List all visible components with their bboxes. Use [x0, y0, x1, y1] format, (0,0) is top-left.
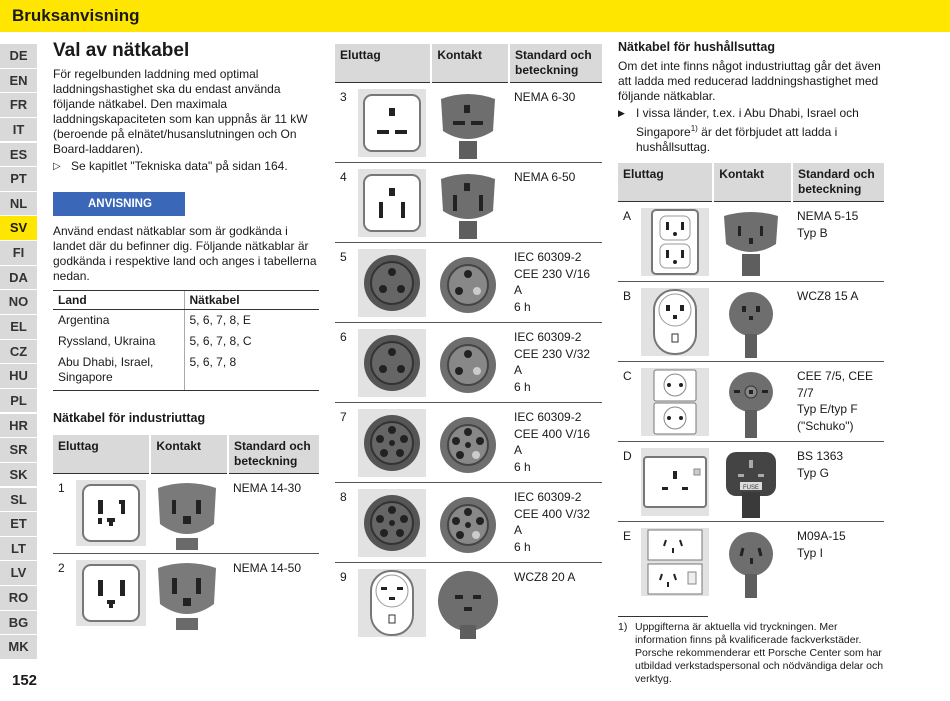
section-title: Val av nätkabel	[53, 40, 190, 61]
standard-cell: WCZ8 20 A	[514, 570, 576, 584]
cell-land: Argentina	[58, 313, 110, 327]
language-tab-fi[interactable]: FI	[0, 241, 37, 265]
language-tab-pt[interactable]: PT	[0, 167, 37, 191]
language-tab-pl[interactable]: PL	[0, 389, 37, 413]
column-header: Land	[53, 291, 184, 310]
table-row	[618, 442, 884, 522]
column-left	[53, 40, 319, 634]
socket-image	[641, 448, 709, 516]
plug-image	[715, 208, 787, 280]
language-tab-no[interactable]: NO	[0, 290, 37, 314]
country-table	[53, 290, 319, 391]
row-number: 7	[340, 410, 347, 424]
language-tab-sk[interactable]: SK	[0, 463, 37, 487]
table-row	[53, 474, 319, 554]
table-row	[335, 243, 602, 323]
cell-land: Ryssland, Ukraina	[58, 334, 156, 348]
row-number: E	[623, 529, 632, 543]
language-tab-bg[interactable]: BG	[0, 611, 37, 635]
plug-image	[715, 528, 787, 600]
language-tab-nl[interactable]: NL	[0, 192, 37, 216]
column-header: Standard och beteckning	[792, 163, 884, 202]
cell-land: Abu Dhabi, Israel, Singapore	[53, 352, 184, 391]
row-number: 2	[58, 561, 65, 575]
standard-cell: IEC 60309-2 CEE 400 V/16 A 6 h	[509, 403, 602, 483]
bullet-text-end: är det förbjudet att ladda i hushållsuttag.	[636, 125, 838, 154]
page-number: 152	[12, 672, 38, 689]
socket-image	[358, 489, 426, 557]
table-row	[335, 83, 602, 163]
plug-image	[432, 409, 504, 481]
language-tab-sv[interactable]: SV	[0, 216, 37, 240]
language-tab-sl[interactable]: SL	[0, 488, 37, 512]
language-tabs	[0, 44, 37, 660]
row-number: D	[623, 449, 632, 463]
table-row	[53, 554, 319, 634]
row-number: 8	[340, 490, 347, 504]
table-row	[618, 522, 884, 602]
page-reference	[53, 159, 319, 174]
standard-cell: NEMA 5-15 Typ B	[792, 202, 884, 282]
socket-image	[358, 89, 426, 157]
standard-cell: IEC 60309-2 CEE 230 V/32 A 6 h	[509, 323, 602, 403]
industrial-table-continued	[335, 44, 602, 643]
row-number: 4	[340, 170, 347, 184]
standard-cell: WCZ8 15 A	[792, 282, 884, 362]
table-row	[335, 483, 602, 563]
nema-14-50-socket-image	[76, 560, 146, 626]
language-tab-hu[interactable]: HU	[0, 364, 37, 388]
row-number: 5	[340, 250, 347, 264]
language-tab-el[interactable]: EL	[0, 315, 37, 339]
column-header: Eluttag	[53, 435, 150, 474]
triangle-bullet-icon: ▶	[618, 108, 625, 118]
reference-text: Se kapitlet "Tekniska data" på sidan 164.	[71, 159, 288, 173]
socket-image	[358, 409, 426, 477]
language-tab-et[interactable]: ET	[0, 512, 37, 536]
standard-cell: M09A-15 Typ I	[797, 529, 846, 560]
language-tab-ro[interactable]: RO	[0, 586, 37, 610]
language-tab-cz[interactable]: CZ	[0, 340, 37, 364]
socket-image	[358, 169, 426, 237]
column-header: Kontakt	[713, 163, 792, 202]
column-header: Eluttag	[618, 163, 713, 202]
column-header: Nätkabel	[184, 291, 319, 310]
table-row	[335, 323, 602, 403]
language-tab-fr[interactable]: FR	[0, 93, 37, 117]
table-row	[53, 352, 319, 391]
language-tab-da[interactable]: DA	[0, 266, 37, 290]
plug-image	[715, 368, 787, 440]
language-tab-hr[interactable]: HR	[0, 414, 37, 438]
standard-cell: IEC 60309-2 CEE 400 V/32 A 6 h	[509, 483, 602, 563]
table-row	[335, 563, 602, 643]
socket-image	[641, 528, 709, 596]
industrial-heading: Nätkabel för industriuttag	[53, 411, 206, 425]
row-number: A	[623, 209, 632, 223]
footnote-mark: 1)	[618, 620, 628, 633]
standard-cell: NEMA 14-50	[233, 561, 302, 575]
bullet-text: I vissa länder, t.ex. i Abu Dhabi, Israel och Singapore	[636, 106, 859, 139]
row-number: 6	[340, 330, 347, 344]
socket-image	[358, 329, 426, 397]
nema-14-30-socket-image	[76, 480, 146, 546]
row-number: B	[623, 289, 632, 303]
row-number: 3	[340, 90, 347, 104]
footnote-text: Uppgifterna är aktuella vid tryckningen. Mer information finns på kvalificerade fackverkstäder. Porsche rekommenderar ett Porsche Center som har utbildad verkstadspersonal och nödvändiga delar och verktyg.	[635, 620, 884, 685]
arrow-outline-icon: ▷	[53, 161, 61, 172]
note-text: Använd endast nätkablar som är godkända i landet där du befinner dig. Följande nätkablar är godkända i respektive land och anges i tabellerna nedan.	[53, 224, 317, 283]
socket-image	[358, 569, 426, 637]
plug-image	[432, 249, 504, 321]
nema-14-50-plug-image	[151, 560, 223, 632]
socket-image	[641, 208, 709, 276]
household-table	[618, 163, 884, 602]
footnote-ref: 1)	[690, 124, 698, 133]
plug-image	[432, 169, 504, 241]
standard-cell: IEC 60309-2 CEE 230 V/16 A 6 h	[509, 243, 602, 323]
cell-cable: 5, 6, 7, 8	[184, 352, 319, 391]
note-label: ANVISNING	[53, 192, 185, 216]
industrial-table	[53, 435, 319, 634]
plug-image	[715, 288, 787, 360]
socket-image	[641, 368, 709, 436]
table-row	[618, 362, 884, 442]
standard-cell: NEMA 6-30	[509, 83, 602, 163]
socket-image	[358, 249, 426, 317]
row-number: 9	[340, 570, 347, 584]
plug-image	[432, 89, 504, 161]
column-right	[618, 40, 884, 686]
plug-image	[715, 448, 787, 520]
standard-cell: NEMA 14-30	[228, 474, 319, 554]
standard-cell: NEMA 6-50	[509, 163, 602, 243]
language-tab-mk[interactable]: MK	[0, 635, 37, 659]
household-heading: Nätkabel för hushållsuttag	[618, 40, 775, 54]
table-row	[53, 331, 319, 352]
standard-cell: BS 1363 Typ G	[792, 442, 884, 522]
table-row	[335, 163, 602, 243]
socket-image	[641, 288, 709, 356]
row-number: C	[623, 369, 632, 383]
language-tab-es[interactable]: ES	[0, 143, 37, 167]
intro-text: För regelbunden laddning med optimal laddningshastighet ska du endast använda följande nätkabel. Den maximala laddningskapaciteten som kan uppnås är 11 kW (beroende på elnätet/husanslutningen och On Board-laddaren).	[53, 67, 308, 156]
column-header: Standard och beteckning	[228, 435, 319, 474]
header-title: Bruksanvisning	[12, 6, 140, 25]
language-tab-de[interactable]: DE	[0, 44, 37, 68]
fuse-label: FUSE	[742, 485, 760, 491]
nema-14-30-plug-image	[151, 480, 223, 552]
plug-image	[432, 329, 504, 401]
table-row	[618, 202, 884, 282]
plug-image	[432, 569, 504, 641]
table-row	[618, 282, 884, 362]
language-tab-sr[interactable]: SR	[0, 438, 37, 462]
language-tab-lt[interactable]: LT	[0, 537, 37, 561]
language-tab-en[interactable]: EN	[0, 69, 37, 93]
column-header: Eluttag	[335, 44, 431, 83]
language-tab-it[interactable]: IT	[0, 118, 37, 142]
standard-cell: CEE 7/5, CEE 7/7 Typ E/typ F ("Schuko")	[792, 362, 884, 442]
column-header: Kontakt	[150, 435, 228, 474]
language-tab-lv[interactable]: LV	[0, 561, 37, 585]
row-number: 1	[58, 481, 65, 495]
column-header: Standard och beteckning	[509, 44, 602, 83]
household-warning	[618, 106, 884, 155]
household-intro: Om det inte finns något industriuttag går det även att ladda med reducerad laddningshastighet med följande nätkablar.	[618, 59, 881, 103]
footnote-divider	[618, 616, 708, 617]
plug-image	[432, 489, 504, 561]
footnote	[618, 621, 884, 686]
table-row	[53, 310, 319, 332]
cell-cable: 5, 6, 7, 8, E	[184, 310, 319, 332]
column-header: Kontakt	[431, 44, 509, 83]
page-header	[0, 0, 950, 32]
column-middle	[335, 44, 602, 643]
table-row	[335, 403, 602, 483]
cell-cable: 5, 6, 7, 8, C	[184, 331, 319, 352]
